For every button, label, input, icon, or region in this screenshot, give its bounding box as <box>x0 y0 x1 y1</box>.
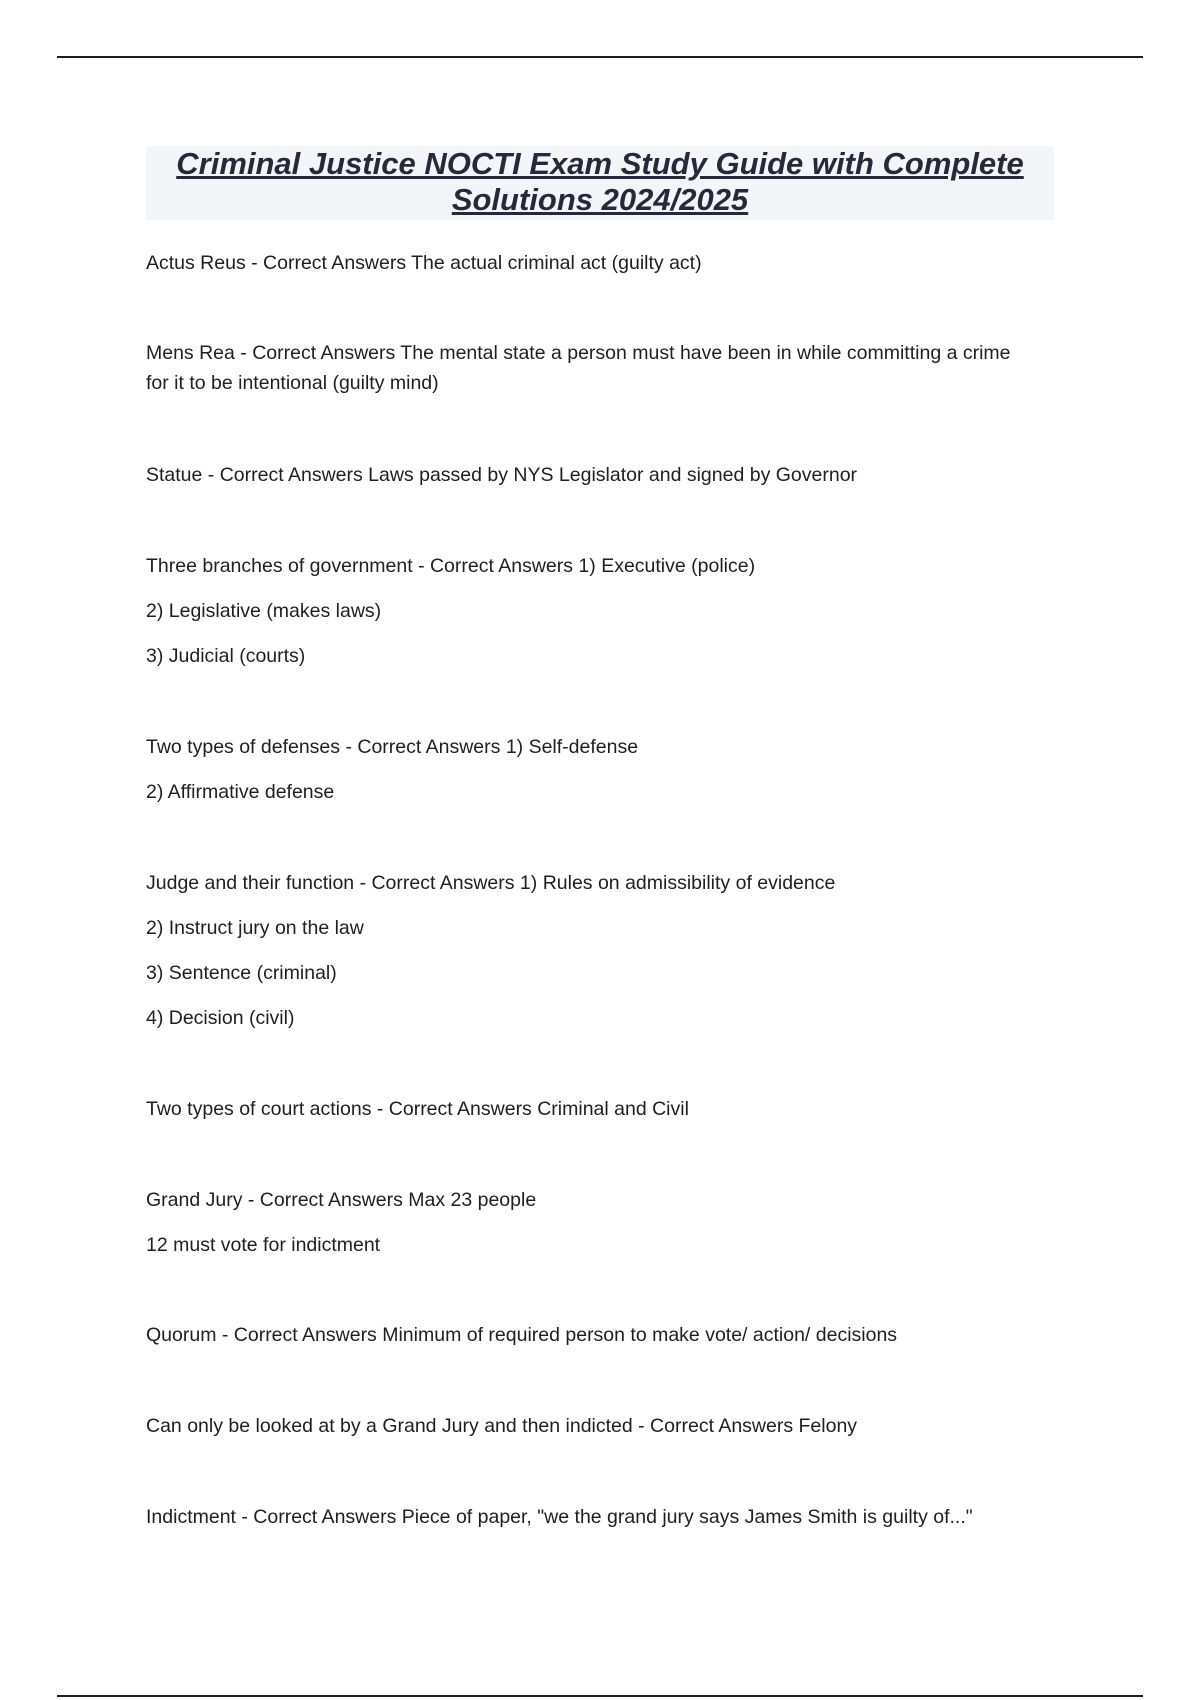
entry-quorum: Quorum - Correct Answers Minimum of required person to make vote/ action/ decisions <box>146 1324 898 1346</box>
entry-two-defenses-item-2: 2) Affirmative defense <box>146 781 335 803</box>
document-title <box>146 146 1054 220</box>
entry-two-defenses: Two types of defenses - Correct Answers 1) Self-defense <box>146 736 639 758</box>
entry-judge-function-item-2: 2) Instruct jury on the law <box>146 917 364 939</box>
entry-grand-jury: Grand Jury - Correct Answers Max 23 people <box>146 1189 537 1211</box>
title-line-2: Solutions 2024/2025 <box>451 182 749 217</box>
entry-mens-rea-continued: for it to be intentional (guilty mind) <box>146 372 439 394</box>
entry-mens-rea: Mens Rea - Correct Answers The mental state a person must have been in while committing a crime <box>146 342 1011 364</box>
entry-three-branches-item-2: 2) Legislative (makes laws) <box>146 600 382 622</box>
title-line-1: Criminal Justice NOCTI Exam Study Guide with Complete <box>176 146 1024 181</box>
entry-court-actions: Two types of court actions - Correct Answers Criminal and Civil <box>146 1098 689 1120</box>
top-rule <box>57 56 1143 58</box>
entry-three-branches-item-3: 3) Judicial (courts) <box>146 645 306 667</box>
entry-three-branches: Three branches of government - Correct Answers 1) Executive (police) <box>146 555 756 577</box>
entry-felony: Can only be looked at by a Grand Jury and then indicted - Correct Answers Felony <box>146 1415 858 1437</box>
entry-statue: Statue - Correct Answers Laws passed by NYS Legislator and signed by Governor <box>146 464 858 486</box>
entry-indictment: Indictment - Correct Answers Piece of paper, "we the grand jury says James Smith is guilty of..." <box>146 1506 973 1528</box>
entry-grand-jury-item-2: 12 must vote for indictment <box>146 1234 381 1256</box>
bottom-rule <box>57 1695 1143 1697</box>
entry-judge-function-item-4: 4) Decision (civil) <box>146 1007 295 1029</box>
entry-actus-reus: Actus Reus - Correct Answers The actual criminal act (guilty act) <box>146 252 702 274</box>
entry-judge-function: Judge and their function - Correct Answers 1) Rules on admissibility of evidence <box>146 872 836 894</box>
entry-judge-function-item-3: 3) Sentence (criminal) <box>146 962 337 984</box>
